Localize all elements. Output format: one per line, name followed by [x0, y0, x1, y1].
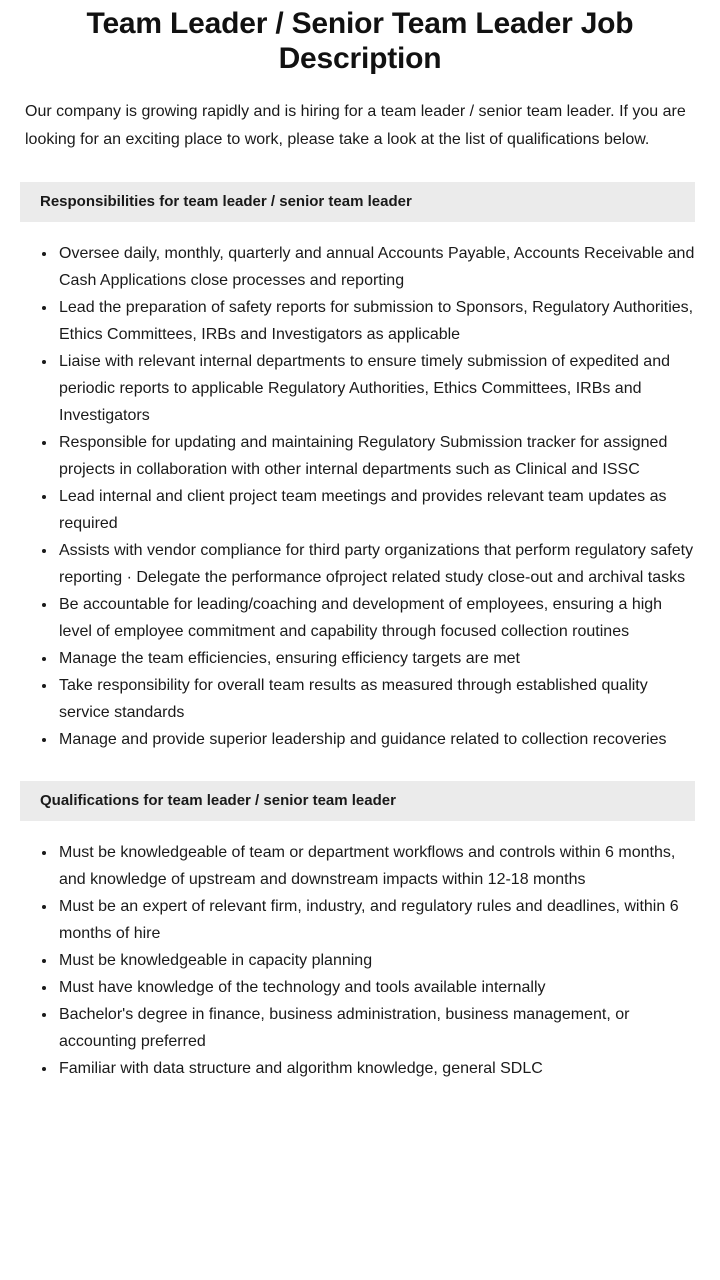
list-item: Familiar with data structure and algorithm knowledge, general SDLC	[0, 1055, 695, 1082]
list-item: Oversee daily, monthly, quarterly and annual Accounts Payable, Accounts Receivable and Cash Applications close processes and reporting	[0, 240, 695, 294]
list-item: Responsible for updating and maintaining Regulatory Submission tracker for assigned projects in collaboration with other internal departments such as Clinical and ISSC	[0, 429, 695, 483]
qualifications-list	[0, 821, 720, 1082]
list-item: Manage the team efficiencies, ensuring efficiency targets are met	[0, 645, 695, 672]
section-heading-responsibilities: Responsibilities for team leader / senior team leader	[20, 182, 695, 222]
list-item: Lead the preparation of safety reports for submission to Sponsors, Regulatory Authorities, Ethics Committees, IRBs and Investigators as applicable	[0, 294, 695, 348]
list-item: Assists with vendor compliance for third party organizations that perform regulatory safety reporting · Delegate the performance ofproject related study close-out and archival tasks	[0, 537, 695, 591]
list-item: Manage and provide superior leadership and guidance related to collection recoveries	[0, 726, 695, 753]
section-responsibilities	[0, 182, 720, 753]
list-item: Lead internal and client project team meetings and provides relevant team updates as required	[0, 483, 695, 537]
list-item: Must be knowledgeable in capacity planning	[0, 947, 695, 974]
list-item: Must be knowledgeable of team or department workflows and controls within 6 months, and knowledge of upstream and downstream impacts within 12-18 months	[0, 839, 695, 893]
intro-paragraph: Our company is growing rapidly and is hiring for a team leader / senior team leader. If you are looking for an exciting place to work, please take a look at the list of qualifications below.	[25, 103, 686, 148]
list-item: Must be an expert of relevant firm, industry, and regulatory rules and deadlines, within 6 months of hire	[0, 893, 695, 947]
list-item: Be accountable for leading/coaching and development of employees, ensuring a high level of employee commitment and capability through focused collection routines	[0, 591, 695, 645]
list-item: Liaise with relevant internal departments to ensure timely submission of expedited and periodic reports to applicable Regulatory Authorities, Ethics Committees, IRBs and Investigators	[0, 348, 695, 429]
responsibilities-list	[0, 222, 720, 753]
section-qualifications	[0, 781, 720, 1082]
list-item: Take responsibility for overall team results as measured through established quality service standards	[0, 672, 695, 726]
section-heading-qualifications: Qualifications for team leader / senior team leader	[20, 781, 695, 821]
list-item: Must have knowledge of the technology and tools available internally	[0, 974, 695, 1001]
page-title: Team Leader / Senior Team Leader Job Description	[86, 7, 634, 75]
list-item: Bachelor's degree in finance, business administration, business management, or accounting preferred	[0, 1001, 695, 1055]
